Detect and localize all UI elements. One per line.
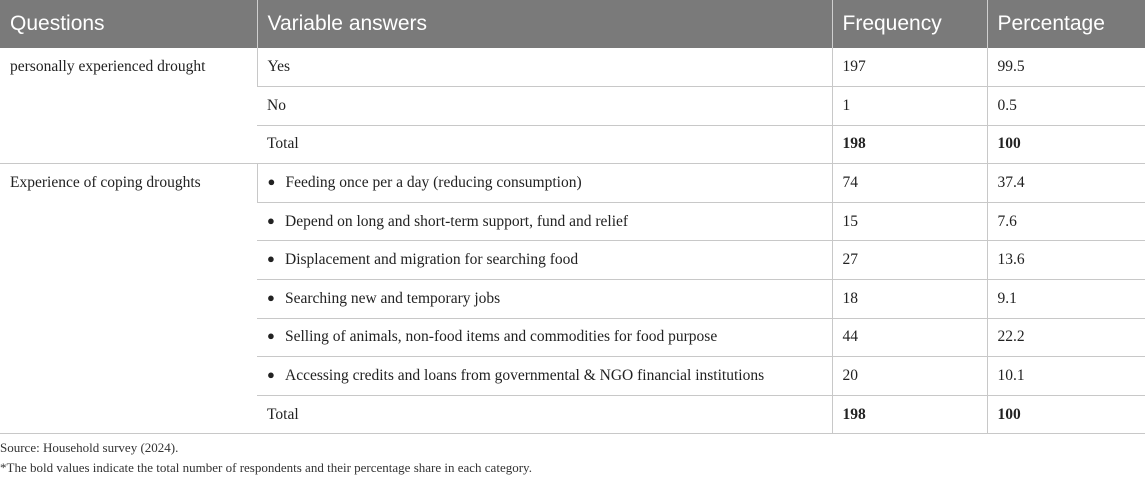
answer-cell <box>257 241 832 280</box>
percentage-cell: 13.6 <box>987 241 1145 280</box>
percentage-cell: 9.1 <box>987 280 1145 319</box>
frequency-cell: 20 <box>832 357 987 396</box>
frequency-cell: 15 <box>832 202 987 241</box>
answer-text: Selling of animals, non-food items and commodities for food purpose <box>285 328 718 346</box>
frequency-cell: 27 <box>832 241 987 280</box>
footnote: *The bold values indicate the total number of respondents and their percentage share in each category. <box>0 460 532 475</box>
table-row <box>0 48 1145 87</box>
bullet-icon: ● <box>267 289 275 305</box>
table-header-row <box>0 0 1145 48</box>
bullet-icon: ● <box>267 212 275 228</box>
answer-cell: Yes <box>257 48 832 87</box>
answer-text: Searching new and temporary jobs <box>285 289 501 307</box>
header-variable-answers: Variable answers <box>257 0 832 48</box>
percentage-cell-total: 100 <box>987 395 1145 434</box>
frequency-cell: 18 <box>832 280 987 319</box>
source-note: Source: Household survey (2024). <box>0 440 179 455</box>
percentage-cell: 7.6 <box>987 202 1145 241</box>
answer-text: Displacement and migration for searching food <box>285 251 579 269</box>
question-cell: personally experienced drought <box>0 48 257 164</box>
table-row <box>0 164 1145 203</box>
percentage-cell: 0.5 <box>987 87 1145 126</box>
percentage-cell: 37.4 <box>987 164 1145 203</box>
frequency-cell-total: 198 <box>832 125 987 164</box>
header-percentage: Percentage <box>987 0 1145 48</box>
answer-cell <box>257 357 832 396</box>
bullet-icon: ● <box>267 251 275 267</box>
question-cell: Experience of coping droughts <box>0 164 257 434</box>
table-notes <box>0 438 1145 478</box>
frequency-cell: 44 <box>832 318 987 357</box>
header-questions: Questions <box>10 12 105 35</box>
answer-text: Depend on long and short-term support, fund and relief <box>285 212 629 230</box>
frequency-cell: 1 <box>832 87 987 126</box>
answer-cell <box>257 164 832 203</box>
header-frequency: Frequency <box>832 0 987 48</box>
bullet-icon: ● <box>267 367 275 383</box>
answer-cell <box>257 202 832 241</box>
answer-cell-total: Total <box>257 395 832 434</box>
frequency-cell: 197 <box>832 48 987 87</box>
answer-cell: No <box>257 87 832 126</box>
percentage-cell: 22.2 <box>987 318 1145 357</box>
percentage-cell: 10.1 <box>987 357 1145 396</box>
answer-text: Accessing credits and loans from governmental & NGO financial institutions <box>285 367 765 385</box>
answer-text: Feeding once per a day (reducing consumption) <box>285 174 582 192</box>
frequency-cell: 74 <box>832 164 987 203</box>
answer-cell <box>257 280 832 319</box>
frequency-cell-total: 198 <box>832 395 987 434</box>
percentage-cell: 99.5 <box>987 48 1145 87</box>
bullet-icon: ● <box>267 174 276 190</box>
answer-cell <box>257 318 832 357</box>
answer-cell-total: Total <box>257 125 832 164</box>
percentage-cell-total: 100 <box>987 125 1145 164</box>
bullet-icon: ● <box>267 328 275 344</box>
